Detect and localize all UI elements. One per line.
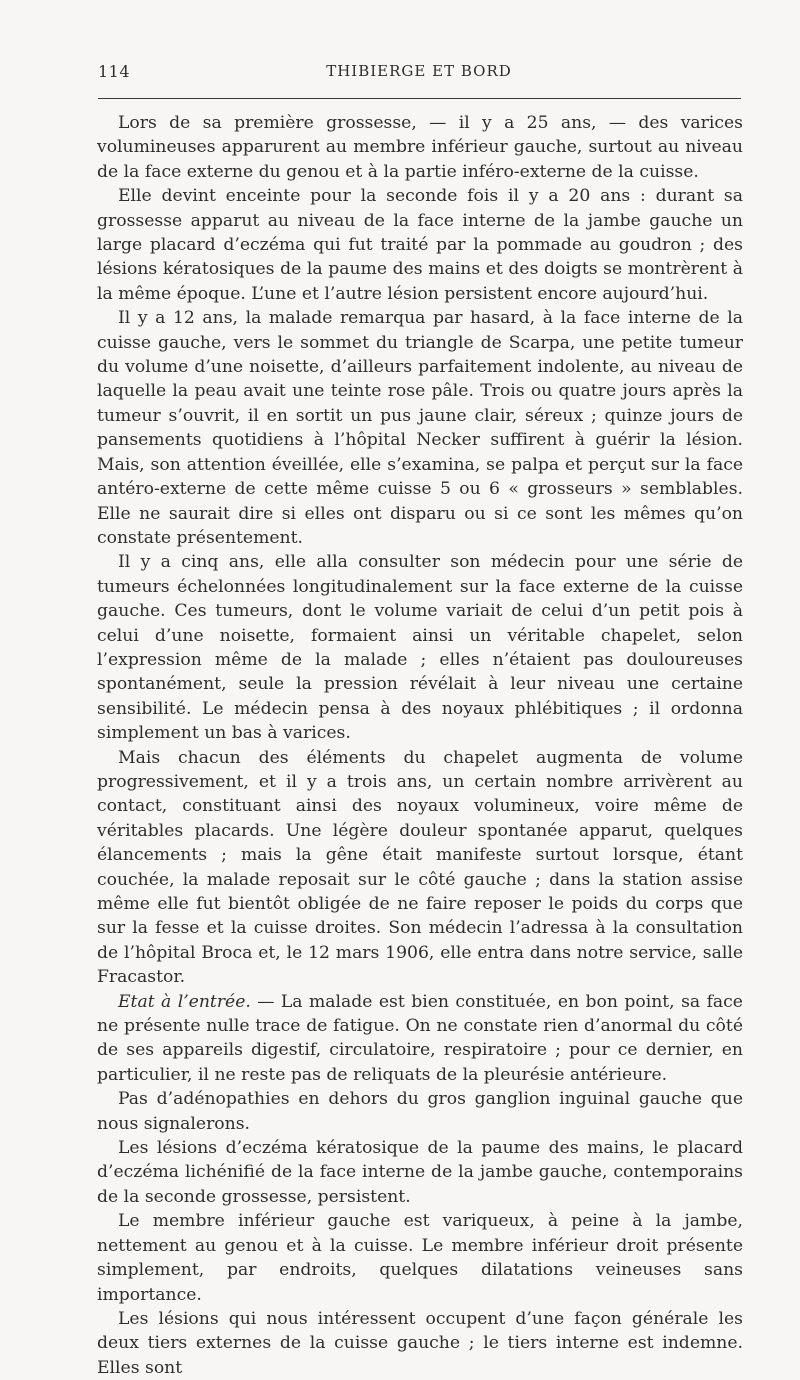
paragraph-text: Elle devint enceinte pour la seconde fois il y a 20 ans : durant sa grossesse apparut au niveau de la face interne de la jambe gauche un large placard d’eczéma qui fut traité par la pommade au goudron ; des lésions kératosiques de la paume des mains et des doigts se montrèrent à la même époque. L’une et l’autre lésion persistent encore aujourd’hui. xyxy=(97,186,743,304)
paragraph xyxy=(97,1209,743,1307)
paragraph xyxy=(97,111,743,184)
paragraph-text: Il y a 12 ans, la malade remarqua par hasard, à la face interne de la cuisse gauche, vers le sommet du triangle de Scarpa, une petite tumeur du volume d’une noisette, d’ailleurs parfaitement indolente, au niveau de laquelle la peau avait une teinte rose pâle. Trois ou quatre jours après la tumeur s’ouvrit, il en sortit un pus jaune clair, séreux ; quinze jours de pansements quotidiens à l’hôpital Necker suffirent à guérir la lésion. Mais, son attention éveillée, elle s’examina, se palpa et perçut sur la face antéro-externe de cette même cuisse 5 ou 6 « grosseurs » semblables. Elle ne saurait dire si elles ont disparu ou si ce sont les mêmes qu’on constate présentement. xyxy=(97,308,743,548)
page-header xyxy=(98,62,740,88)
running-head: THIBIERGE ET BORD xyxy=(326,62,512,80)
paragraph-text: Mais chacun des éléments du chapelet augmenta de volume progressivement, et il y a trois ans, un certain nombre arrivèrent au contact, constituant ainsi des noyaux volumineux, voire même de véritables placards. Une légère douleur spontanée apparut, quelques élancements ; mais la gêne était manifeste surtout lorsque, étant couchée, la malade reposait sur le côté gauche ; dans la station assise même elle fut bientôt obligée de ne faire reposer le poids du corps que sur la fesse et la cuisse droites. Son médecin l’adressa à la consultation de l’hôpital Broca et, le 12 mars 1906, elle entra dans notre service, salle Fracastor. xyxy=(97,747,743,988)
paragraph-text: Il y a cinq ans, elle alla consulter son médecin pour une série de tumeurs échelonnées longitudinalement sur la face externe de la cuisse gauche. Ces tumeurs, dont le volume variait de celui d’un petit pois à celui d’une noisette, formaient ainsi un véritable chapelet, selon l’expression même de la malade ; elles n’étaient pas douloureuses spontanément, seule la pression révélait à leur niveau une certaine sensibilité. Le médecin pensa à des noyaux phlébitiques ; il ordonna simplement un bas à varices. xyxy=(97,552,743,744)
paragraph-text: — La malade est bien constituée, en bon point, sa face ne présente nulle trace de fatigue. On ne constate rien d’anormal du côté de ses appareils digestif, circulatoire, respiratoire ; pour ce dernier, en particulier, il ne reste pas de reliquats de la pleurésie antérieure. xyxy=(97,991,743,1085)
paragraph xyxy=(97,990,743,1088)
paragraph xyxy=(97,1307,743,1380)
paragraph xyxy=(97,184,743,306)
paragraph xyxy=(97,1136,743,1209)
paragraph-text: Les lésions d’eczéma kératosique de la paume des mains, le placard d’eczéma lichénifié de la face interne de la jambe gauche, contemporains de la seconde grossesse, persistent. xyxy=(97,1138,743,1207)
paragraph xyxy=(97,550,743,745)
page-number: 114 xyxy=(98,62,131,81)
paragraph-text: Pas d’adénopathies en dehors du gros ganglion inguinal gauche que nous signalerons. xyxy=(97,1089,743,1134)
paragraph-text: Le membre inférieur gauche est variqueux, à peine à la jambe, nettement au genou et à la cuisse. Le membre inférieur droit présente simplement, par endroits, quelques dilatations veineuses sans importance. xyxy=(97,1211,743,1305)
paragraph xyxy=(97,1087,743,1136)
paragraph xyxy=(97,306,743,550)
paragraph xyxy=(97,746,743,990)
paragraph-text: Lors de sa première grossesse, — il y a 25 ans, — des varices volumineuses apparurent au membre inférieur gauche, surtout au niveau de la face externe du genou et à la partie inféro-externe de la cuisse. xyxy=(97,113,743,182)
header-rule xyxy=(98,98,741,99)
section-lead: Etat à l’entrée. xyxy=(118,991,251,1012)
paragraph-text: Les lésions qui nous intéressent occupent d’une façon générale les deux tiers externes de la cuisse gauche ; le tiers interne est indemne. Elles sont xyxy=(97,1308,743,1378)
body-text xyxy=(97,111,743,1380)
